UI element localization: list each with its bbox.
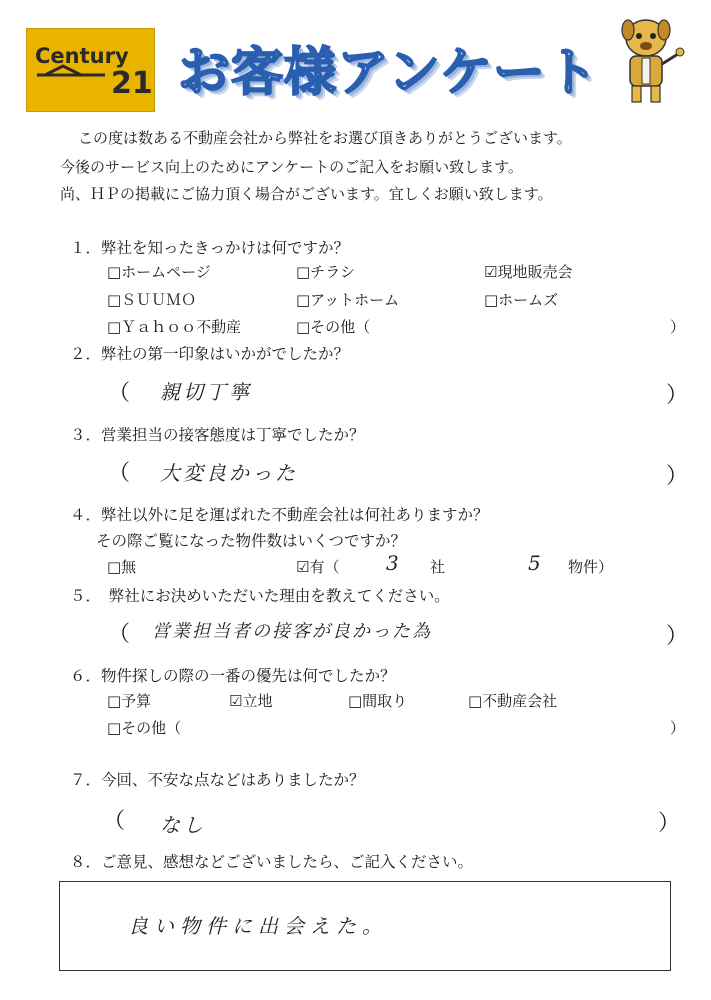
q5-answer[interactable]: 営業担当者の接客が良かった為 (152, 621, 432, 642)
q1-option-suumo[interactable]: □ＳＵＵＭＯ (107, 291, 197, 309)
q1-option-other[interactable]: □その他（ (296, 318, 371, 336)
q2-open-paren: （ (108, 381, 131, 406)
q4-question: ４．弊社以外に足を運ばれた不動産会社は何社ありますか？ (70, 506, 489, 524)
svg-text:21: 21 (111, 66, 153, 101)
page-title: お客様アンケート (178, 43, 599, 103)
q5-open-paren: （ (108, 622, 131, 647)
mascot-dog-icon (612, 10, 692, 106)
q1-option-onsite-sale-checked[interactable]: ☑現地販売会 (484, 263, 573, 281)
q4-option-yes-checked[interactable]: ☑有（ (296, 558, 340, 576)
q3-close-paren: ） (666, 464, 689, 489)
q6-option-budget[interactable]: □予算 (107, 692, 152, 710)
q8-answer[interactable]: 良い物件に出会えた。 (128, 914, 388, 938)
intro-line-1: この度は数ある不動産会社から弊社をお選び頂きありがとうございます。 (78, 129, 572, 147)
q6-other-close: ） (670, 719, 686, 737)
q5-question: ５． 弊社にお決めいただいた理由を教えてください。 (70, 587, 450, 605)
q7-open-paren: （ (103, 809, 126, 834)
q6-option-floorplan[interactable]: □間取り (348, 692, 408, 710)
q1-option-flyer[interactable]: □チラシ (296, 263, 356, 281)
century21-logo (26, 28, 155, 112)
q7-answer[interactable]: なし (160, 813, 206, 837)
q1-option-athome[interactable]: □アットホーム (296, 291, 400, 309)
q2-close-paren: ） (666, 383, 689, 408)
q7-question: ７．今回、不安な点などはありましたか？ (70, 771, 365, 789)
q4-option-none[interactable]: □無 (107, 558, 137, 576)
q1-question: １．弊社を知ったきっかけは何ですか？ (70, 239, 350, 257)
svg-text:Century: Century (35, 44, 129, 68)
q4-question-2: その際ご覧になった物件数はいくつですか？ (96, 532, 407, 550)
q1-option-homepage[interactable]: □ホームページ (107, 263, 211, 281)
q1-other-close: ） (670, 318, 686, 336)
q3-open-paren: （ (108, 461, 131, 486)
q7-close-paren: ） (658, 811, 681, 836)
q1-option-yahoo[interactable]: □Ｙａｈｏｏ不動産 (107, 318, 242, 336)
q4-properties-unit: 物件） (568, 558, 614, 576)
q4-companies-count[interactable]: 3 (386, 551, 402, 575)
q1-option-homes[interactable]: □ホームズ (484, 291, 559, 309)
q6-option-other[interactable]: □その他（ (107, 719, 182, 737)
q2-question: ２．弊社の第一印象はいかがでしたか？ (70, 345, 350, 363)
q2-answer[interactable]: 親切丁寧 (160, 380, 252, 404)
q3-answer[interactable]: 大変良かった (160, 461, 298, 485)
q6-option-location-checked[interactable]: ☑立地 (229, 692, 273, 710)
q6-option-company[interactable]: □不動産会社 (468, 692, 558, 710)
q4-properties-count[interactable]: 5 (528, 551, 544, 575)
q3-question: ３．営業担当の接客態度は丁寧でしたか？ (70, 426, 365, 444)
intro-line-3: 尚、ＨＰの掲載にご協力頂く場合がございます。宜しくお願い致します。 (60, 185, 553, 203)
q6-question: ６．物件探しの際の一番の優先は何でしたか？ (70, 667, 396, 685)
intro-line-2: 今後のサービス向上のためにアンケートのご記入をお願い致します。 (60, 158, 523, 176)
q5-close-paren: ） (666, 624, 689, 649)
q8-question: ８．ご意見、感想などございましたら、ご記入ください。 (70, 853, 474, 871)
q4-companies-unit: 社 (430, 558, 446, 576)
